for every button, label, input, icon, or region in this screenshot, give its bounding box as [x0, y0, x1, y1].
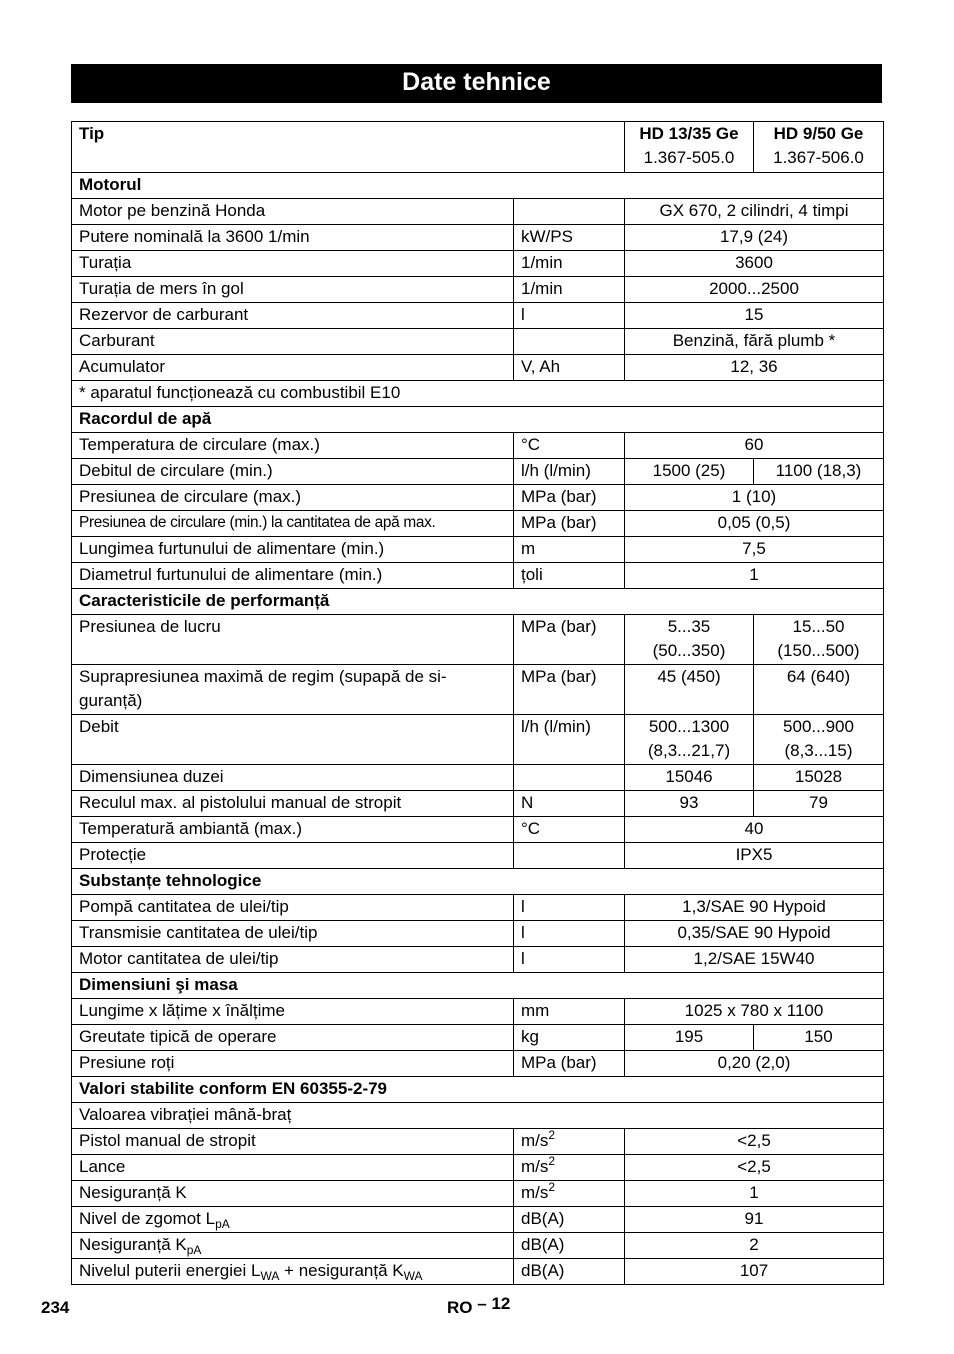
row-value: 1,2/SAE 15W40 — [625, 947, 884, 973]
label-text: Nivel de zgomot L — [79, 1209, 216, 1228]
row-value-model1: 15046 — [625, 765, 754, 791]
row-unit: N — [514, 791, 625, 817]
model1-name: HD 13/35 Ge — [639, 124, 739, 143]
page-number: 234 — [41, 1298, 70, 1317]
footer-dash: – — [477, 1294, 487, 1313]
row-value-model2: 1100 (18,3) — [754, 459, 884, 485]
row-unit — [514, 1155, 625, 1181]
row-unit: kg — [514, 1025, 625, 1051]
row-value: 7,5 — [625, 537, 884, 563]
row-value: 1 — [625, 563, 884, 589]
row-unit: dB(A) — [514, 1207, 625, 1233]
label-subscript: WA — [403, 1269, 423, 1283]
row-value: 60 — [625, 433, 884, 459]
table-row — [72, 999, 884, 1025]
label-subscript: WA — [260, 1269, 280, 1283]
label-subscript: pA — [215, 1217, 230, 1231]
unit-exponent: 2 — [548, 1128, 556, 1142]
row-unit: 1/min — [514, 251, 625, 277]
row-unit: V, Ah — [514, 355, 625, 381]
row-label: Turația de mers în gol — [72, 277, 514, 303]
row-label: Lungimea furtunului de alimentare (min.) — [72, 537, 514, 563]
row-unit: l/h (l/min) — [514, 459, 625, 485]
row-label: Presiunea de circulare (max.) — [72, 485, 514, 511]
row-label: Temperatura de circulare (max.) — [72, 433, 514, 459]
table-row — [72, 665, 884, 715]
row-unit — [514, 1129, 625, 1155]
row-value-model1: 1500 (25) — [625, 459, 754, 485]
page-title-bar — [71, 64, 882, 103]
row-value: Benzină, fără plumb * — [625, 329, 884, 355]
section-row — [72, 1077, 884, 1103]
table-row — [72, 355, 884, 381]
row-unit: °C — [514, 817, 625, 843]
table-row — [72, 1129, 884, 1155]
row-value: <2,5 — [625, 1155, 884, 1181]
row-value: 12, 36 — [625, 355, 884, 381]
row-value-model2 — [754, 715, 884, 765]
tip-label: Tip — [72, 122, 625, 173]
row-unit: țoli — [514, 563, 625, 589]
value-line: 15...50 — [792, 617, 845, 636]
row-value-model2: 15028 — [754, 765, 884, 791]
model1-header — [625, 122, 754, 173]
row-value: 107 — [625, 1259, 884, 1285]
section-performance: Caracteristicile de performanță — [72, 589, 884, 615]
row-unit — [514, 329, 625, 355]
row-label: Dimensiunea duzei — [72, 765, 514, 791]
table-row — [72, 1207, 884, 1233]
row-label: Protecție — [72, 843, 514, 869]
model2-header — [754, 122, 884, 173]
row-label: Presiune roți — [72, 1051, 514, 1077]
row-label: Reculul max. al pistolului manual de stropit — [72, 791, 514, 817]
section-substances: Substanțe tehnologice — [72, 869, 884, 895]
footer-section-id — [447, 1294, 511, 1318]
row-value: 0,05 (0,5) — [625, 511, 884, 537]
row-value-model2: 79 — [754, 791, 884, 817]
table-row — [72, 1181, 884, 1207]
row-label: Pistol manual de stropit — [72, 1129, 514, 1155]
table-row — [72, 1051, 884, 1077]
note-row — [72, 381, 884, 407]
row-label: Turația — [72, 251, 514, 277]
row-value: 3600 — [625, 251, 884, 277]
row-unit: MPa (bar) — [514, 1051, 625, 1077]
row-label: Greutate tipică de operare — [72, 1025, 514, 1051]
row-label: Nesiguranță K — [72, 1181, 514, 1207]
section-row — [72, 173, 884, 199]
row-value: IPX5 — [625, 843, 884, 869]
footer-num: 12 — [491, 1294, 511, 1313]
row-value: 91 — [625, 1207, 884, 1233]
value-line: (50...350) — [652, 641, 726, 660]
row-unit: MPa (bar) — [514, 511, 625, 537]
row-label: Transmisie cantitatea de ulei/tip — [72, 921, 514, 947]
section-motor: Motorul — [72, 173, 884, 199]
table-row — [72, 199, 884, 225]
unit-exponent: 2 — [548, 1154, 556, 1168]
row-unit: MPa (bar) — [514, 665, 625, 715]
row-unit: °C — [514, 433, 625, 459]
row-unit: l — [514, 921, 625, 947]
fuel-note: * aparatul funcționează cu combustibil E10 — [72, 381, 884, 407]
row-value: GX 670, 2 cilindri, 4 timpi — [625, 199, 884, 225]
row-value-model2 — [754, 615, 884, 665]
row-value-model1: 93 — [625, 791, 754, 817]
row-value: 0,35/SAE 90 Hypoid — [625, 921, 884, 947]
row-value: 1025 x 780 x 1100 — [625, 999, 884, 1025]
row-value: 2000...2500 — [625, 277, 884, 303]
row-value: 1 — [625, 1181, 884, 1207]
value-line: 500...900 — [783, 717, 854, 736]
table-row — [72, 1103, 884, 1129]
table-row — [72, 921, 884, 947]
table-row — [72, 303, 884, 329]
row-label: Lungime x lățime x înălțime — [72, 999, 514, 1025]
section-row — [72, 973, 884, 999]
row-unit: MPa (bar) — [514, 485, 625, 511]
model1-code: 1.367-505.0 — [643, 148, 735, 167]
row-unit — [514, 199, 625, 225]
row-label — [72, 1207, 514, 1233]
row-unit: mm — [514, 999, 625, 1025]
row-label: Putere nominală la 3600 1/min — [72, 225, 514, 251]
row-value-model2: 150 — [754, 1025, 884, 1051]
unit-exponent: 2 — [548, 1180, 556, 1194]
row-value: <2,5 — [625, 1129, 884, 1155]
vibration-label: Valoarea vibrației mână-braț — [72, 1103, 884, 1129]
table-row — [72, 537, 884, 563]
row-unit: 1/min — [514, 277, 625, 303]
section-water: Racordul de apă — [72, 407, 884, 433]
row-value: 1,3/SAE 90 Hypoid — [625, 895, 884, 921]
label-text: Nivelul puterii energiei L — [79, 1261, 261, 1280]
value-line: (150...500) — [777, 641, 860, 660]
footer-lang: RO — [447, 1298, 473, 1317]
row-unit: l — [514, 303, 625, 329]
row-value: 2 — [625, 1233, 884, 1259]
row-label: Debitul de circulare (min.) — [72, 459, 514, 485]
section-row — [72, 589, 884, 615]
table-row — [72, 947, 884, 973]
row-label: Rezervor de carburant — [72, 303, 514, 329]
table-row — [72, 895, 884, 921]
row-label: Debit — [72, 715, 514, 765]
row-label: Motor pe benzină Honda — [72, 199, 514, 225]
model2-name: HD 9/50 Ge — [773, 124, 864, 143]
table-row — [72, 459, 884, 485]
section-en-values: Valori stabilite conform EN 60355-2-79 — [72, 1077, 884, 1103]
table-row — [72, 843, 884, 869]
table-row — [72, 1155, 884, 1181]
table-row — [72, 563, 884, 589]
row-label — [72, 1259, 514, 1285]
row-value: 1 (10) — [625, 485, 884, 511]
row-label: Presiunea de circulare (min.) la cantitatea de apă max. — [72, 511, 514, 537]
page-title: Date tehnice — [402, 68, 551, 96]
header-row — [72, 122, 884, 173]
table-row — [72, 225, 884, 251]
table-row — [72, 715, 884, 765]
row-value-model1: 45 (450) — [625, 665, 754, 715]
table-row — [72, 251, 884, 277]
table-row — [72, 329, 884, 355]
table-row — [72, 1259, 884, 1285]
unit-text: m/s — [521, 1183, 549, 1202]
section-row — [72, 869, 884, 895]
table-row — [72, 433, 884, 459]
row-unit: MPa (bar) — [514, 615, 625, 665]
label-line: Suprapresiunea maximă de regim (supapă de si- — [79, 667, 447, 686]
value-line: 5...35 — [667, 617, 711, 636]
table-row — [72, 1233, 884, 1259]
row-unit: dB(A) — [514, 1233, 625, 1259]
unit-text: m/s — [521, 1157, 549, 1176]
row-label: Acumulator — [72, 355, 514, 381]
row-unit — [514, 1181, 625, 1207]
row-unit — [514, 843, 625, 869]
row-value: 40 — [625, 817, 884, 843]
row-unit: dB(A) — [514, 1259, 625, 1285]
row-label: Motor cantitatea de ulei/tip — [72, 947, 514, 973]
row-label: Pompă cantitatea de ulei/tip — [72, 895, 514, 921]
row-value-model1 — [625, 715, 754, 765]
table-row — [72, 1025, 884, 1051]
row-label — [72, 665, 514, 715]
row-value: 15 — [625, 303, 884, 329]
row-value-model1: 195 — [625, 1025, 754, 1051]
value-line: (8,3...21,7) — [647, 741, 731, 760]
table-row — [72, 817, 884, 843]
table-row — [72, 791, 884, 817]
row-label: Temperatură ambiantă (max.) — [72, 817, 514, 843]
table-row — [72, 511, 884, 537]
row-label: Lance — [72, 1155, 514, 1181]
model2-code: 1.367-506.0 — [773, 148, 864, 167]
value-line: 500...1300 — [648, 717, 730, 736]
row-unit: kW/PS — [514, 225, 625, 251]
row-value: 0,20 (2,0) — [625, 1051, 884, 1077]
label-line: guranță) — [79, 691, 143, 710]
row-unit — [514, 765, 625, 791]
row-label: Carburant — [72, 329, 514, 355]
row-unit: l — [514, 895, 625, 921]
label-text: + nesiguranță K — [279, 1261, 404, 1280]
row-unit: l — [514, 947, 625, 973]
section-row — [72, 407, 884, 433]
row-unit: m — [514, 537, 625, 563]
row-label — [72, 1233, 514, 1259]
row-unit: l/h (l/min) — [514, 715, 625, 765]
label-subscript: pA — [186, 1243, 202, 1257]
unit-text: m/s — [521, 1131, 549, 1150]
table-row — [72, 615, 884, 665]
row-value: 17,9 (24) — [625, 225, 884, 251]
value-line: (8,3...15) — [784, 741, 853, 760]
table-row — [72, 277, 884, 303]
table-row — [72, 765, 884, 791]
row-label: Presiunea de lucru — [72, 615, 514, 665]
label-text: Nesiguranță K — [79, 1235, 187, 1254]
table-row — [72, 485, 884, 511]
row-label: Diametrul furtunului de alimentare (min.) — [72, 563, 514, 589]
row-value-model2: 64 (640) — [754, 665, 884, 715]
spec-table — [71, 121, 884, 1285]
row-value-model1 — [625, 615, 754, 665]
section-dimensions: Dimensiuni şi masa — [72, 973, 884, 999]
